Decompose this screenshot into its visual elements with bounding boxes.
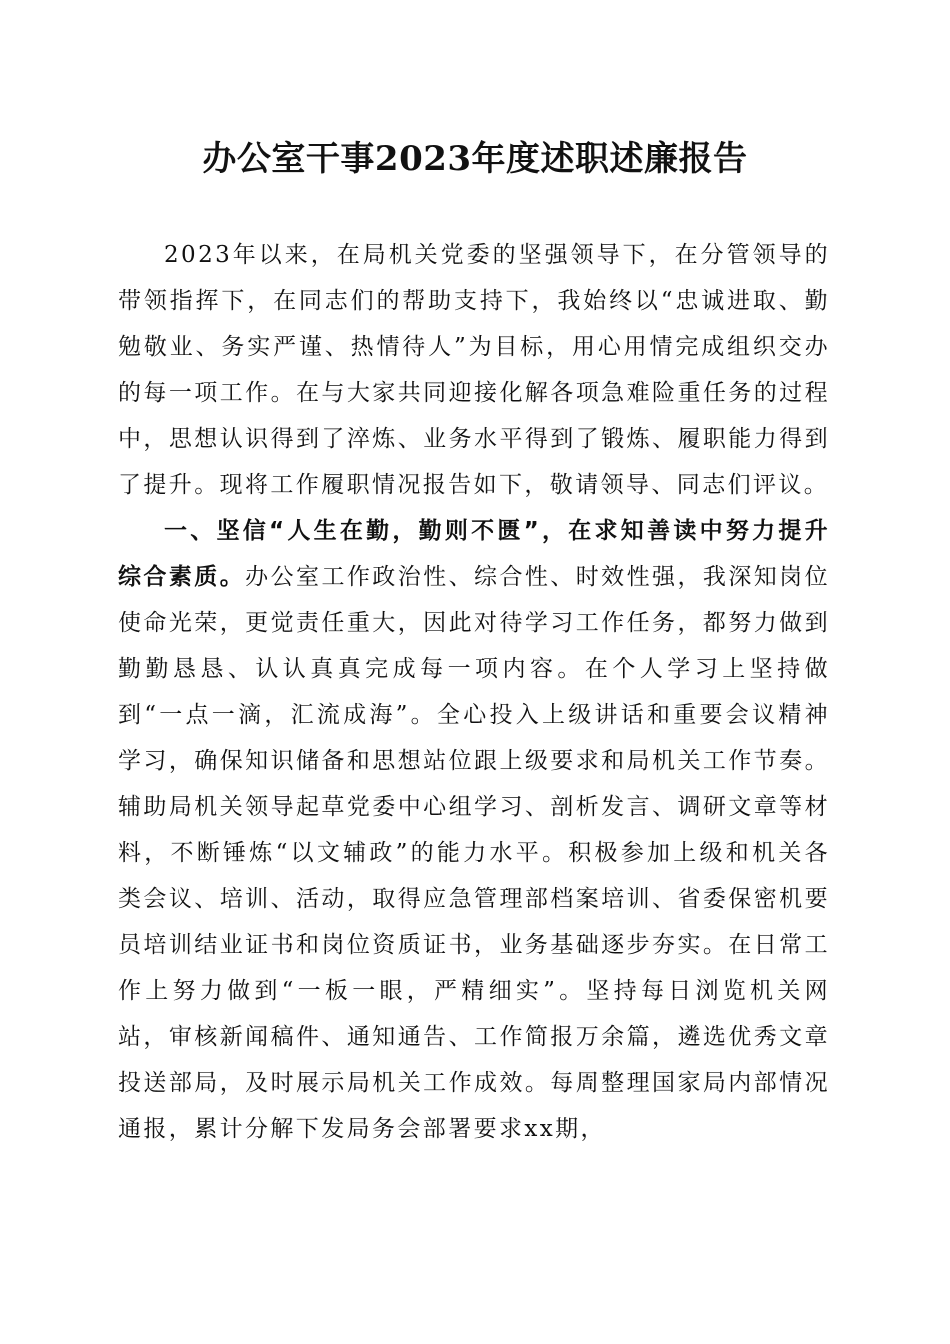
intro-paragraph — [118, 232, 830, 508]
section-one-heading: 一、坚信“人生在勤，勤则不匮”，在求知善读中努力提升综合素质。 — [118, 518, 830, 590]
document-body — [118, 232, 830, 1152]
document-title: 办公室干事2023年度述职述廉报告 — [202, 139, 748, 179]
section-one-text: 办公室工作政治性、综合性、时效性强，我深知岗位使命光荣，更觉责任重大，因此对待学习工作任务，都努力做到勤勤恳恳、认认真真完成每一项内容。在个人学习上坚持做到“一点一滴，汇流成海”。全心投入上级讲话和重要会议精神学习，确保知识储备和思想站位跟上级要求和局机关工作节奏。辅助局机关领导起草党委中心组学习、剖析发言、调研文章等材料，不断锤炼“以文辅政”的能力水平。积极参加上级和机关各类会议、培训、活动，取得应急管理部档案培训、省委保密机要员培训结业证书和岗位资质证书，业务基础逐步夯实。在日常工作上努力做到“一板一眼，严精细实”。坚持每日浏览机关网站，审核新闻稿件、通知通告、工作简报万余篇，遴选优秀文章投送部局，及时展示局机关工作成效。每周整理国家局内部情况通报，累计分解下发局务会部署要求xx期， — [118, 564, 831, 1142]
intro-paragraph-text: 2023年以来，在局机关党委的坚强领导下，在分管领导的带领指挥下，在同志们的帮助支持下，我始终以“忠诚进取、勤勉敬业、务实严谨、热情待人”为目标，用心用情完成组织交办的每一项工作。在与大家共同迎接化解各项急难险重任务的过程中，思想认识得到了淬炼、业务水平得到了锻炼、履职能力得到了提升。现将工作履职情况报告如下，敬请领导、同志们评议。 — [118, 242, 830, 498]
section-one-paragraph — [118, 508, 830, 1152]
